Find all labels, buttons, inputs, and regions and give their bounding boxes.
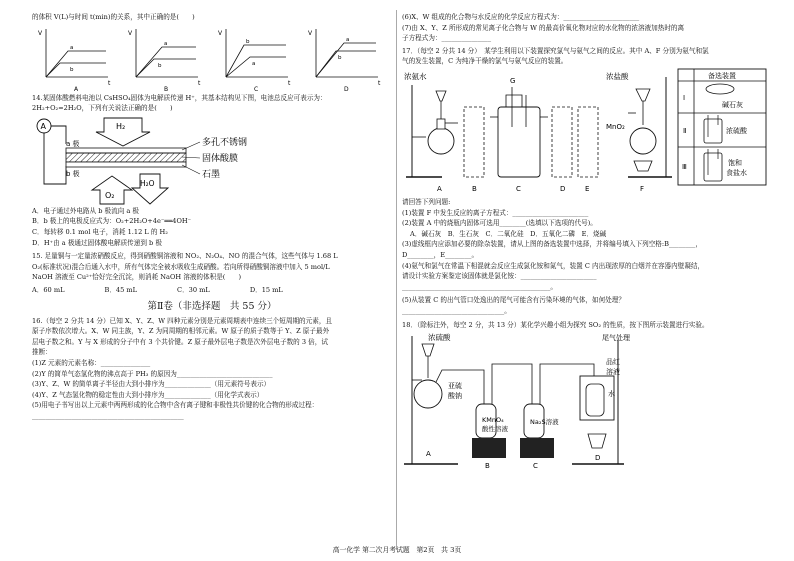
graph-a-letter: A bbox=[74, 85, 79, 93]
q17-q-intro: 请回答下列问题: bbox=[402, 197, 451, 206]
q16-line-2: 原子序数依次增大。X、W 同主族，Y、Z 为同周期的相邻元素。W 原子的质子数等于 Y、Z 原子最外 bbox=[32, 327, 330, 336]
burner-d-icon bbox=[588, 434, 606, 448]
q17-q-5-blank: _______________________________。 bbox=[402, 306, 511, 315]
q17-q-2-options: A．碱石灰 B．生石灰 C．二氧化硅 D．五氧化二磷 E．烧碱 bbox=[410, 229, 607, 238]
q15-option-a: A．60 mL bbox=[32, 285, 65, 294]
drying-tube-icon bbox=[706, 84, 734, 94]
q15-stem-3: NaOH 溶液至 Cu²⁺恰好完全沉淀，则消耗 NaOH 溶液的体积是( ) bbox=[32, 273, 242, 282]
section-2-heading: 第Ⅱ卷（非选择题 共 55 分） bbox=[147, 300, 277, 312]
na2so3-label-2: 酸钠 bbox=[448, 392, 462, 401]
left-column bbox=[32, 12, 392, 421]
label-d: D bbox=[560, 184, 566, 193]
q17-stem-1: 17．（每空 2 分共 14 分） 某学生利用以下装置探究氯气与氨气之间的反应。其中 A、F 分别为氨气和氯 bbox=[402, 46, 709, 55]
q17-q-4-blank: _____________________________________________。 bbox=[402, 282, 557, 291]
bottle-c bbox=[498, 107, 540, 177]
soda-lime-label: 碱石灰 bbox=[722, 100, 743, 109]
fuel-cell-diagram bbox=[32, 114, 392, 206]
q17-stem-2: 气的发生装置，C 为纯净干燥的氯气与氨气反应的装置。 bbox=[402, 57, 568, 66]
q14-option-d: D．H⁺由 a 极通过固体酸电解质传递到 b 极 bbox=[32, 238, 162, 247]
q15-option-c: C．30 mL bbox=[177, 285, 210, 294]
na2s-label: Na₂S溶液 bbox=[530, 418, 559, 427]
ammeter-letter: A bbox=[40, 121, 46, 131]
q16-line-8: (4)Y、Z 气态氢化物的稳定性由大到小排序为______________（用化学式表示） bbox=[32, 390, 264, 399]
q15-options bbox=[32, 285, 392, 296]
q17-q-4: (4)氨气和氯气在常温下相混就会反应生成氯化铵和氮气，装置 C 内出现浓厚的白烟并在容器内壁凝结， bbox=[402, 261, 705, 270]
q17-q-3: (3)虚线框内应添加必要的除杂装置，请从上图的备选装置中选择，并将编号填入下列空格:B________， bbox=[402, 240, 702, 249]
row-2: Ⅱ bbox=[683, 126, 687, 135]
q16-line-9: (5)用电子书写出以上元素中两两形成的化合物中含有离子键和非极性共价键的化合物的形成过程： bbox=[32, 401, 319, 410]
q17-q-1: (1)装置 F 中发生反应的离子方程式：_______________________ bbox=[402, 208, 589, 217]
row-1: Ⅰ bbox=[683, 93, 686, 102]
q16-line-4: 推断： bbox=[32, 348, 52, 357]
graph-a-axis-v: V bbox=[38, 29, 43, 37]
label-b: B bbox=[472, 184, 477, 193]
flask-so2 bbox=[414, 380, 442, 408]
b-pole-label: b 极 bbox=[66, 169, 80, 178]
a-pole-label: a 极 bbox=[66, 139, 80, 148]
q17-q-5: (5)从装置 C 的出气管口处逸出的尾气可能含有污染环境的气体，如何处理？ bbox=[402, 296, 625, 305]
label-f: F bbox=[640, 184, 645, 193]
wash-bottle-3-icon bbox=[704, 153, 722, 181]
q16-line-7: (3)Y、Z、W 的简单离子半径由大到小排序为______________（用元素符号表示） bbox=[32, 380, 271, 389]
graph-d bbox=[308, 29, 381, 93]
graph-d-letter: D bbox=[344, 85, 349, 93]
label-so2-b: B bbox=[485, 462, 490, 471]
q16-cont-1: (6)X、W 组成的化合物与水反应的化学反应方程式为：_______________________ bbox=[402, 13, 640, 21]
hcl-label: 浓盐酸 bbox=[606, 71, 629, 81]
tail-gas-label: 尾气处理 bbox=[602, 334, 630, 343]
brine-label-2: 食盐水 bbox=[726, 168, 747, 177]
graph-d-point-a: a bbox=[346, 36, 350, 43]
acid-membrane bbox=[66, 153, 186, 162]
q17-q-2: (2)装置 A 中的烧瓶内固体可选用________(选填以下选项的代号)。 bbox=[402, 219, 597, 228]
q17-q-3-cont: D________，E________。 bbox=[402, 250, 479, 259]
ammonia-label: 浓氨水 bbox=[404, 71, 427, 81]
label-so2-a: A bbox=[426, 450, 431, 459]
ammonia-chlorine-apparatus bbox=[402, 67, 768, 197]
graph-c-axis-v: V bbox=[218, 29, 223, 37]
right-column bbox=[402, 12, 768, 470]
graph-c bbox=[218, 29, 291, 93]
steel-plate bbox=[66, 148, 186, 153]
graph-d-axis-t: t bbox=[378, 79, 381, 87]
brine-label-1: 饱和 bbox=[728, 158, 742, 167]
graph-b-letter: B bbox=[164, 85, 169, 93]
q16-line-10: ______________________________________________ bbox=[32, 411, 184, 420]
graph-c-point-a: a bbox=[252, 60, 256, 67]
fuchsin-label-2: 溶液 bbox=[606, 368, 620, 377]
flask-f bbox=[630, 128, 656, 154]
o2-label: O₂ bbox=[105, 190, 115, 200]
q16-cont-2: (7)由 X、Y、Z 所形成的常见离子化合物与 W 的最高价氧化物对应的水化物的浓溶液加热时的离 bbox=[402, 23, 685, 32]
flask-a bbox=[428, 128, 454, 154]
q16-cont-3: 子方程式为：_______________ bbox=[402, 34, 492, 43]
label-graphite: 石墨 bbox=[202, 169, 221, 180]
g-label: G bbox=[510, 76, 516, 85]
q17-q-4-cont: 请设计实验方案鉴定该固体就是氯化铵：_______________________ bbox=[402, 272, 597, 281]
wash-bottle-2-icon bbox=[704, 119, 722, 143]
label-membrane: 固体酸膜 bbox=[202, 153, 239, 164]
conc-h2so4-top-label: 浓硫酸 bbox=[428, 333, 451, 343]
graph-c-letter: C bbox=[254, 85, 259, 93]
block-c bbox=[520, 438, 554, 458]
q16-line-1: 16.（每空 2 分共 14 分）已知 X、Y、Z、W 四种元素分别是元素周期表中连续三个短周期的元素，且 bbox=[32, 316, 333, 325]
h2-label: H₂ bbox=[116, 121, 126, 131]
graph-b bbox=[128, 29, 201, 93]
column-divider bbox=[396, 10, 397, 550]
graph-d-point-b: b bbox=[338, 54, 342, 61]
graph-b-axis-t: t bbox=[198, 79, 201, 87]
fuchsin-label-1: 品红 bbox=[606, 358, 620, 367]
test-tube-d bbox=[586, 384, 604, 416]
na2so3-label-1: 亚硫 bbox=[448, 382, 462, 391]
table-title: 备选装置 bbox=[708, 71, 736, 80]
label-so2-c: C bbox=[533, 462, 538, 471]
q15-option-d: D．15 mL bbox=[249, 285, 283, 294]
q15-stem-1: 15. 足量铜与一定量浓硝酸反应，得到硝酸铜溶液和 NO₂、N₂O₄、NO 的混合气体，这些气体与 1.68 L bbox=[32, 252, 338, 261]
graph-a-point-b: b bbox=[70, 66, 74, 73]
graphite-plate bbox=[66, 162, 186, 167]
graph-b-point-b: b bbox=[158, 62, 162, 69]
q16-line-3: 层电子数之和。Y 与 X 形成的分子中有 3 个共价键。Z 原子最外层电子数是次外层电子数的 3 倍，试 bbox=[32, 337, 328, 346]
q16-line-5: (1)Z 元素的元素名称：_______________ bbox=[32, 358, 151, 367]
q15-stem-2: O₂(标准状况)混合后通入水中，所有气体完全被水吸收生成硝酸。若向所得硝酸铜溶液中加入 5 mol/L bbox=[32, 262, 330, 271]
q16-line-6: (2)Y 的简单气态氢化物的沸点高于 PH₃ 的原因为_____________________________ bbox=[32, 369, 273, 378]
graph-b-axis-v: V bbox=[128, 29, 133, 37]
so2-apparatus bbox=[402, 330, 768, 470]
q15-option-b: B．45 mL bbox=[104, 285, 138, 294]
conc-h2so4-label: 浓硫酸 bbox=[726, 126, 747, 135]
q14-stem-2: 2H₂+O₂=2H₂O，下列有关说法正确的是( ) bbox=[32, 104, 173, 113]
q18-stem: 18．（除标注外，每空 2 分，共 13 分）某化学兴趣小组为探究 SO₂ 的性质，按下图所示装置进行实验。 bbox=[402, 320, 709, 329]
label-c: C bbox=[516, 184, 521, 193]
dropping-funnel-so2 bbox=[422, 344, 434, 356]
q14-option-c: C．每转移 0.1 mol 电子，消耗 1.12 L 的 H₂ bbox=[32, 227, 168, 236]
graph-c-axis-t: t bbox=[288, 79, 291, 87]
kmno4-label-1: KMnO₄ bbox=[482, 416, 504, 425]
label-so2-d: D bbox=[595, 454, 601, 463]
burner-f-icon bbox=[634, 161, 652, 171]
mno2-label: MnO₂ bbox=[606, 122, 625, 131]
graph-a bbox=[38, 29, 111, 93]
q14-option-b: B．b 极上的电极反应式为：O₂+2H₂O+4e⁻══4OH⁻ bbox=[32, 217, 192, 226]
water-label: 水 bbox=[608, 390, 615, 399]
q13-tail: 的体积 V(L)与时间 t(min)的关系，其中正确的是( ) bbox=[32, 13, 195, 21]
row-3: Ⅲ bbox=[682, 162, 687, 171]
box-b bbox=[464, 107, 484, 177]
label-steel: 多孔不锈钢 bbox=[202, 137, 248, 148]
graph-b-point-a: a bbox=[164, 40, 168, 47]
block-b bbox=[472, 438, 506, 458]
dropping-funnel-f bbox=[636, 89, 650, 101]
graph-a-axis-t: t bbox=[108, 79, 111, 87]
graph-c-point-b: b bbox=[246, 38, 250, 45]
dropping-funnel-a bbox=[436, 91, 446, 101]
box-e bbox=[578, 107, 598, 177]
q13-graphs bbox=[32, 23, 392, 93]
label-a: A bbox=[437, 184, 442, 193]
kmno4-label-2: 酸性溶液 bbox=[482, 425, 508, 434]
q14-stem-1: 14.某固体酸燃料电池以 CsHSO₄固体为电解质传递 H⁺，其基本结构见下图，电池总反应可表示为： bbox=[32, 93, 327, 102]
label-e: E bbox=[585, 184, 590, 193]
q14-option-a: A．电子通过外电路从 b 极流向 a 极 bbox=[32, 206, 140, 215]
graph-a-point-a: a bbox=[70, 44, 74, 51]
graph-d-axis-v: V bbox=[308, 29, 313, 37]
h2o-label: H₂O bbox=[140, 178, 155, 188]
box-d bbox=[552, 107, 572, 177]
page-footer: 高一化学 第二次月考试题 第2页 共 3页 bbox=[332, 546, 462, 554]
